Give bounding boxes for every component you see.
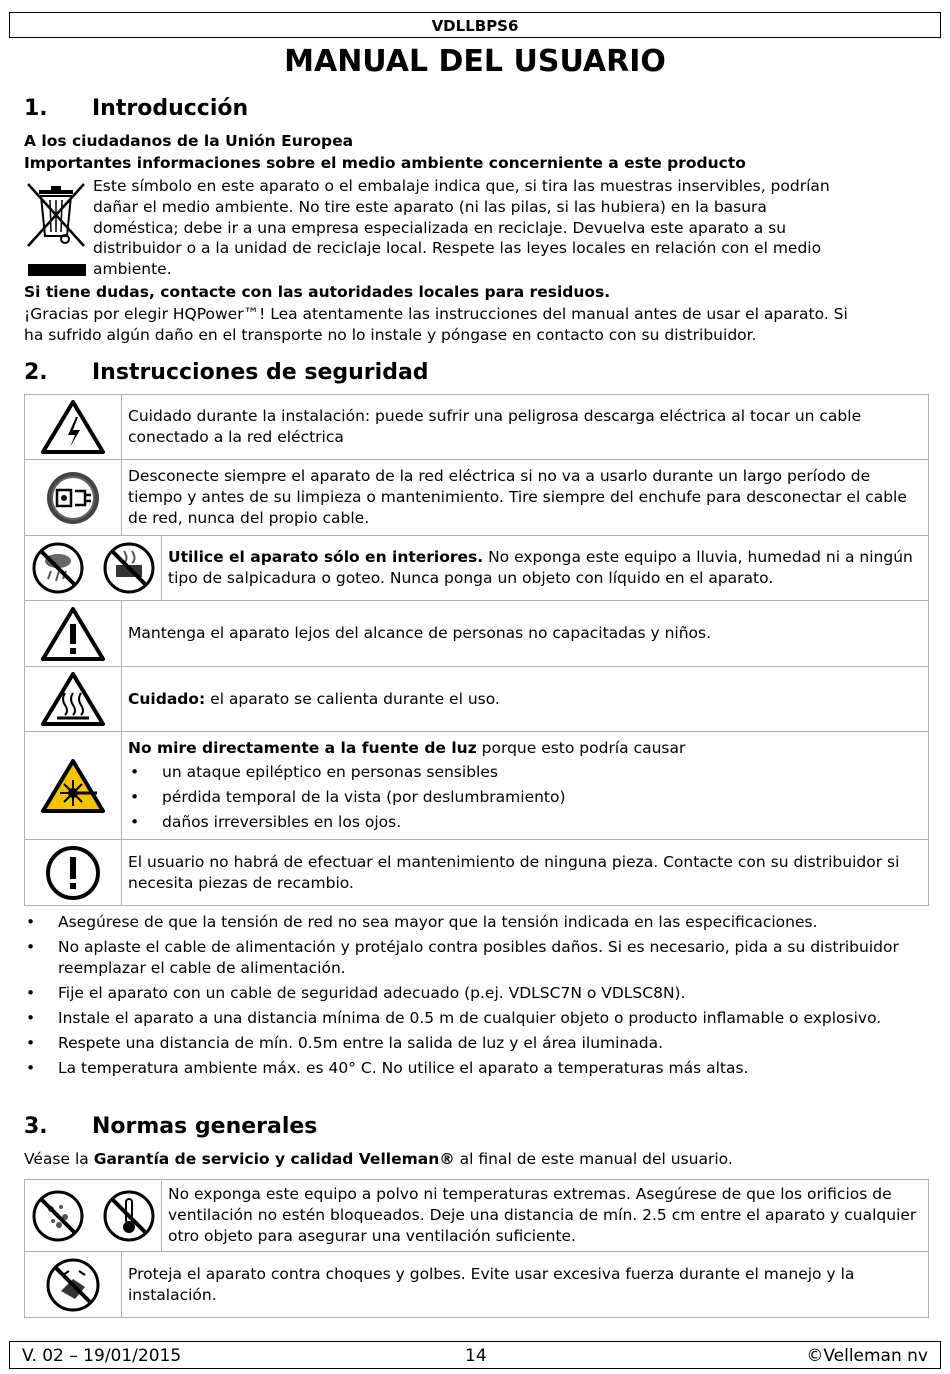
list-item: • La temperatura ambiente máx. es 40° C. No utilice el aparato a temperaturas más altas. <box>24 1058 929 1079</box>
electric-shock-warning-icon <box>25 395 122 460</box>
safety-text: El usuario no habrá de efectuar el mantenimiento de ninguna pieza. Contacte con su distribuidor si necesita piezas de recambio. <box>122 840 929 906</box>
safety-row <box>25 460 929 536</box>
footer-version: V. 02 – 19/01/2015 <box>22 1346 182 1366</box>
safety-row <box>25 395 929 460</box>
safety-row <box>25 840 929 906</box>
no-dust-no-temperature-icon <box>25 1181 162 1251</box>
safety-row <box>25 536 929 601</box>
safety-bold: No mire directamente a la fuente de luz <box>128 739 477 757</box>
eu-heading: A los ciudadanos de la Unión Europea <box>24 132 354 150</box>
safety-row <box>25 601 929 667</box>
header-model: VDLLBPS6 <box>9 12 941 38</box>
section-number: 2. <box>24 360 48 385</box>
list-item: • daños irreversibles en los ojos. <box>128 812 922 833</box>
list-item: • Fije el aparato con un cable de seguridad adecuado (p.ej. VDLSC7N o VDLSC8N). <box>24 983 929 1004</box>
safety-text: Desconecte siempre el aparato de la red eléctrica si no va a usarlo durante un largo período de tiempo y antes de su limpieza o mantenimiento. Tire siempre del enchufe para desconectar el cable de red, nunca del propio cable. <box>122 460 929 536</box>
section-2-heading <box>24 360 429 385</box>
safety-row <box>25 667 929 732</box>
list-item: • un ataque epiléptico en personas sensibles <box>128 762 922 783</box>
safety-bold: Utilice el aparato sólo en interiores. <box>168 548 484 566</box>
footer-page-number: 14 <box>465 1346 487 1366</box>
section-3-heading <box>24 1114 317 1139</box>
weee-bin-icon <box>24 180 88 280</box>
doubt-note: Si tiene dudas, contacte con las autoridades locales para residuos. <box>24 283 611 301</box>
general-warning-icon <box>25 601 122 667</box>
page-footer <box>9 1341 941 1369</box>
safety-bullets <box>24 912 929 1083</box>
weee-line: dañar el medio ambiente. No tire este aparato (ni las pilas, si las hubiera) en la basura <box>93 197 767 216</box>
thanks-line: ¡Gracias por elegir HQPower™! Lea atentamente las instrucciones del manual antes de usar el aparato. Si <box>24 305 848 323</box>
weee-text <box>93 176 933 280</box>
general-table <box>24 1179 929 1318</box>
hot-surface-icon <box>25 667 122 732</box>
safety-bold: Cuidado: <box>128 689 206 708</box>
section-1-heading <box>24 96 248 121</box>
safety-text: Cuidado durante la instalación: puede sufrir una peligrosa descarga eléctrica al tocar un cable conectado a la red eléctrica <box>122 395 929 460</box>
footer-copyright: ©Velleman nv <box>806 1346 928 1366</box>
safety-text: No mire directamente a la fuente de luz porque esto podría causar • un ataque epiléptico en personas sensibles • pérdida temporal de la vista (por deslumbramiento) • daños irreversibles en los ojos. <box>122 732 929 840</box>
no-rain-icon <box>25 536 162 600</box>
attention-icon <box>25 840 122 906</box>
weee-line: Este símbolo en este aparato o el embalaje indica que, si tira las muestras inservibles, podrían <box>93 177 830 195</box>
safety-table <box>24 394 929 906</box>
weee-line: doméstica; debe ir a una empresa especializada en reciclaje. Devuelva este aparato a su <box>93 218 787 237</box>
laser-warning-icon <box>25 732 122 840</box>
section-title: Normas generales <box>92 1114 318 1139</box>
general-text: Proteja el aparato contra choques y golbes. Evite usar excesiva fuerza durante el manejo y la instalación. <box>122 1252 929 1318</box>
safety-row <box>25 732 929 840</box>
section-number: 3. <box>24 1114 48 1139</box>
no-shock-icon <box>25 1252 122 1318</box>
general-row <box>25 1252 929 1318</box>
thanks-line: ha sufrido algún daño en el transporte no lo instale y póngase en contacto con su distribuidor. <box>24 326 757 344</box>
general-row <box>25 1180 929 1252</box>
warranty-note: Véase la Garantía de servicio y calidad Velleman® al final de este manual del usuario. <box>24 1150 733 1168</box>
list-item: • No aplaste el cable de alimentación y protéjalo contra posibles daños. Si es necesario, pida a su distribuidor reemplazar el cable de alimentación. <box>24 937 929 979</box>
unplug-icon <box>25 460 122 536</box>
general-text: No exponga este equipo a polvo ni temperaturas extremas. Asegúrese de que los orificios de ventilación no estén bloqueados. Deje una distancia de mín. 2.5 cm entre el aparato y cualquier otro objeto para asegurar una ventilación suficiente. <box>168 1185 917 1245</box>
weee-line: ambiente. <box>93 260 172 279</box>
section-title: Instrucciones de seguridad <box>92 360 429 385</box>
list-item: • pérdida temporal de la vista (por deslumbramiento) <box>128 787 922 808</box>
page-title: MANUAL DEL USUARIO <box>284 44 666 79</box>
safety-text: Cuidado: el aparato se calienta durante el uso. <box>122 667 929 732</box>
safety-text: Mantenga el aparato lejos del alcance de personas no capacitadas y niños. <box>122 601 929 667</box>
list-item: • Instale el aparato a una distancia mínima de 0.5 m de cualquier objeto o producto inflamable o explosivo. <box>24 1008 929 1029</box>
env-heading: Importantes informaciones sobre el medio ambiente concerniente a este producto <box>24 154 746 172</box>
section-number: 1. <box>24 96 48 121</box>
warranty-bold: Garantía de servicio y calidad Velleman® <box>93 1150 455 1168</box>
list-item: • Asegúrese de que la tensión de red no sea mayor que la tensión indicada en las especificaciones. <box>24 912 929 933</box>
safety-text: Utilice el aparato sólo en interiores. No exponga este equipo a lluvia, humedad ni a ningún tipo de salpicadura o goteo. Nunca ponga un objeto con líquido en el aparato. <box>168 548 913 587</box>
section-title: Introducción <box>92 96 249 121</box>
weee-line: distribuidor o a la unidad de reciclaje local. Respete las leyes locales en relación con el medio <box>93 239 822 258</box>
list-item: • Respete una distancia de mín. 0.5m entre la salida de luz y el área iluminada. <box>24 1033 929 1054</box>
